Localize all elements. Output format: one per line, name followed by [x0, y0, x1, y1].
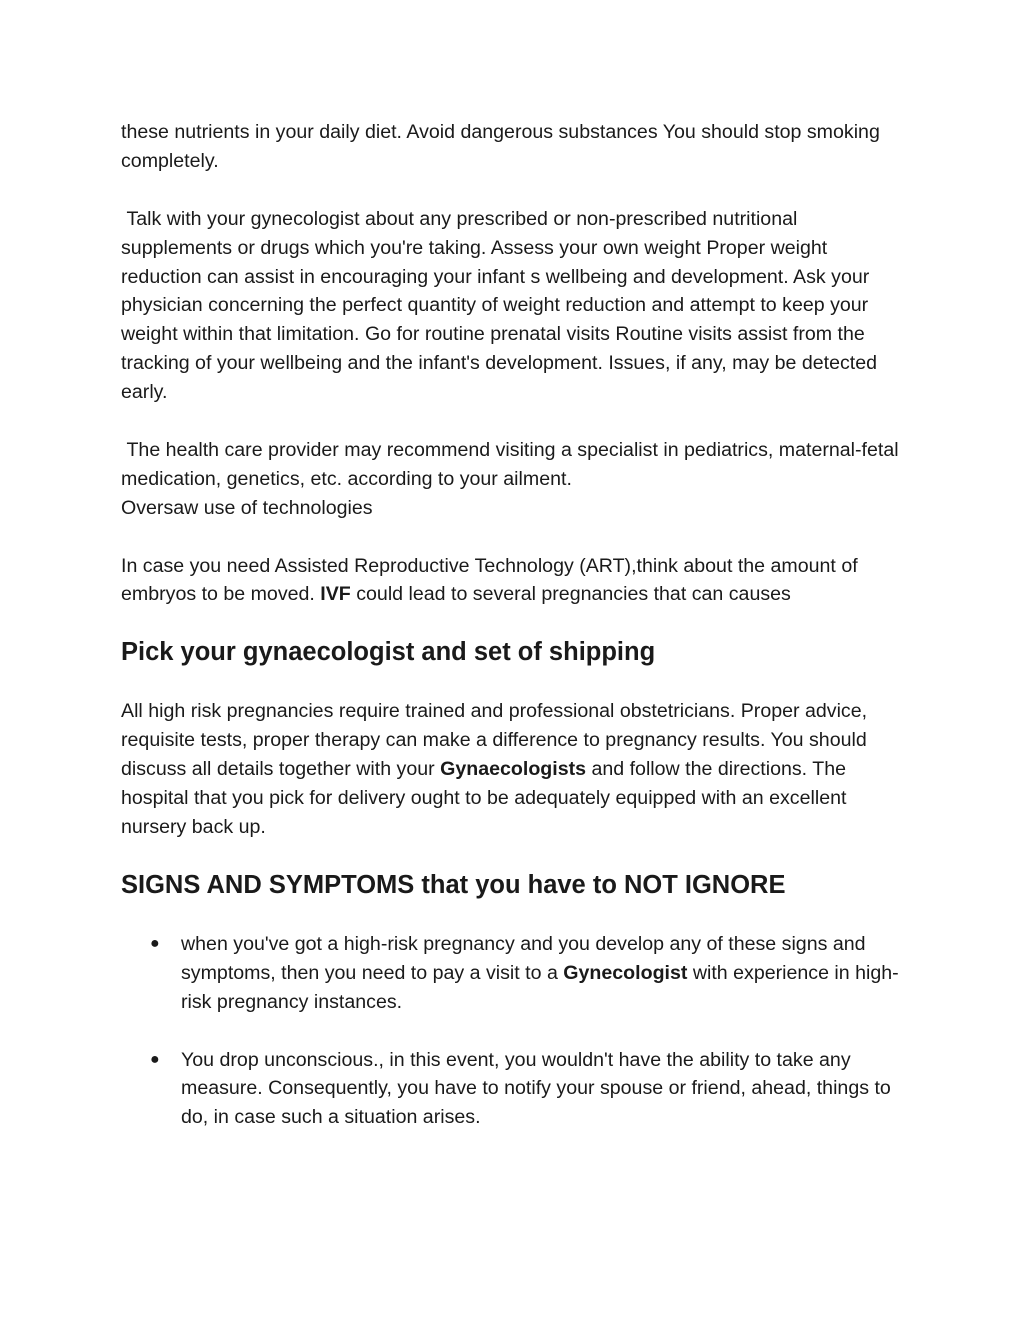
ivf-bold-term: IVF	[320, 583, 351, 606]
list-item-text: You drop unconscious., in this event, you wouldn't have the ability to take any measure. Consequently, you have to notify your spouse or friend, ahead, things to do, in case such a situation arises.	[181, 1048, 891, 1129]
paragraph-obstetricians	[121, 697, 911, 842]
gynaecologists-bold-term: Gynaecologists	[440, 758, 587, 781]
paragraph-specialist: The health care provider may recommend visiting a specialist in pediatrics, maternal-fetal medication, genetics, etc. according to your ailment.	[121, 438, 905, 490]
list-item-text-end: with experience in high-risk pregnancy instances.	[181, 961, 899, 1013]
list-item-text-start: when you've got a high-risk pregnancy and you develop any of these signs and symptoms, then you need to pay a visit to a	[181, 932, 871, 984]
bullet-icon: ●	[150, 1050, 160, 1068]
paragraph-obstetricians-text-start: All high risk pregnancies require trained and professional obstetricians. Proper advice, requisite tests, proper therapy can make a difference to pregnancy results. You should discuss all details together with your	[121, 700, 873, 781]
paragraph-art-text-end: could lead to several pregnancies that can causes	[350, 583, 791, 606]
paragraph-diet: these nutrients in your daily diet. Avoid dangerous substances You should stop smoking completely.	[121, 121, 880, 172]
bullet-icon: ●	[150, 934, 160, 952]
document-page	[121, 118, 911, 1132]
paragraph-art-text-start: In case you need Assisted Reproductive Technology (ART),think about the amount of embryos to be moved.	[121, 554, 864, 606]
list-item	[121, 1046, 911, 1133]
symptoms-list	[121, 930, 911, 1132]
section-heading-gynaecologist: Pick your gynaecologist and set of shipping	[121, 638, 656, 667]
paragraph-supplements-weight: Talk with your gynecologist about any prescribed or non-prescribed nutritional supplements or drugs which you're taking. Assess your own weight Proper weight reduction can assist in encouraging your infant s wellbeing and development. Ask your physician concerning the perfect quantity of weight reduction and attempt to keep your weight within that limitation. Go for routine prenatal visits Routine visits assist from the tracking of your wellbeing and the infant's development. Issues, if any, may be detected early.	[121, 207, 883, 404]
paragraph-obstetricians-text-end: and follow the directions. The hospital that you pick for delivery ought to be adequately equipped with an excellent nursery back up.	[121, 758, 852, 838]
gynecologist-bold-term: Gynecologist	[563, 961, 688, 984]
list-item	[121, 930, 911, 1017]
paragraph-technologies: Oversaw use of technologies	[121, 496, 373, 519]
paragraph-art	[121, 552, 911, 610]
section-heading-symptoms: SIGNS AND SYMPTOMS that you have to NOT IGNORE	[121, 870, 786, 899]
